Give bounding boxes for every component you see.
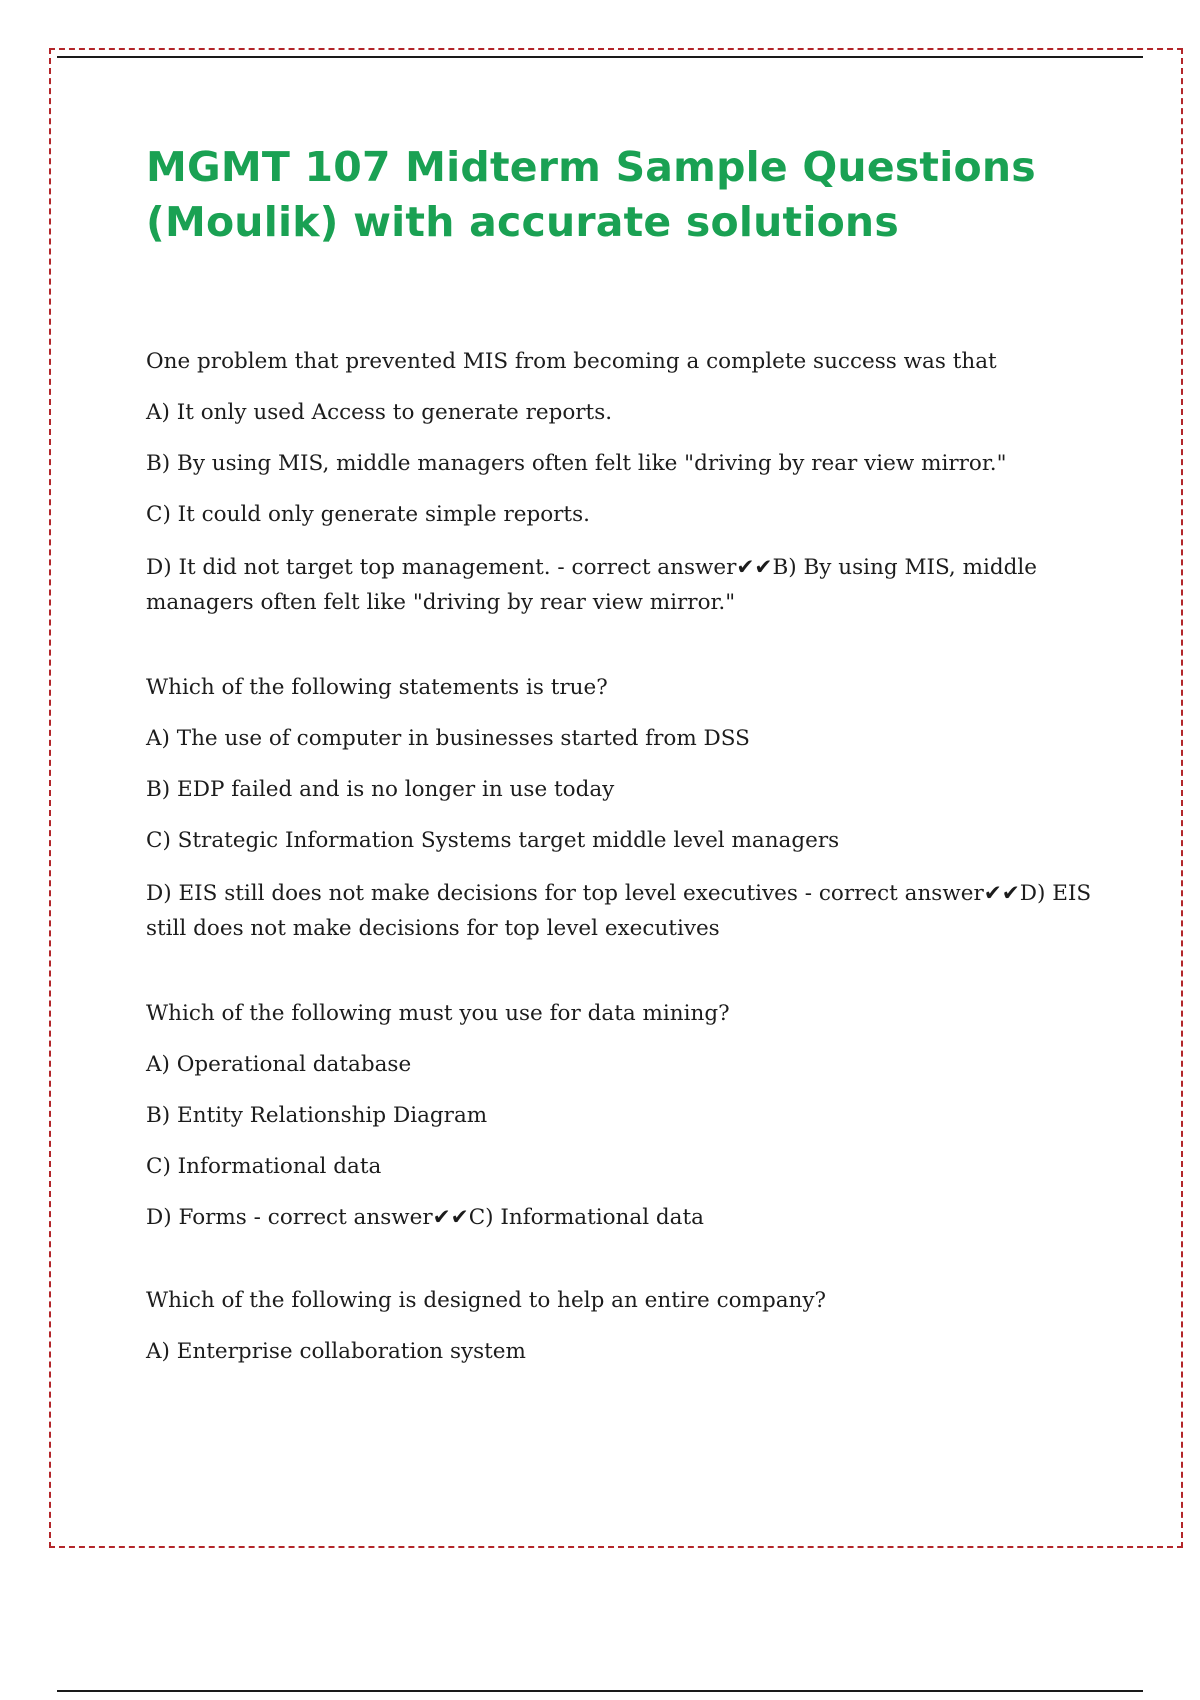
answer-option-b: B) Entity Relationship Diagram	[146, 1103, 488, 1128]
answer-option-d-with-solution: D) EIS still does not make decisions for top level executives - correct answer✔✔D) EIS still does not make decisions for top level executives	[146, 881, 1092, 941]
answer-option-c: C) It could only generate simple reports.	[146, 502, 590, 527]
header-rule	[57, 56, 1143, 58]
answer-option-d-with-solution: D) It did not target top management. - correct answer✔✔B) By using MIS, middle managers often felt like "driving by rear view mirror."	[146, 555, 1037, 615]
question-stem: Which of the following must you use for data mining?	[146, 1001, 730, 1026]
next-page-rule	[57, 1690, 1143, 1692]
answer-option-a: A) Enterprise collaboration system	[146, 1339, 526, 1364]
question-stem: One problem that prevented MIS from becoming a complete success was that	[146, 349, 997, 374]
answer-option-c: C) Informational data	[146, 1154, 382, 1179]
answer-option-b: B) EDP failed and is no longer in use today	[146, 777, 615, 802]
answer-option-a: A) It only used Access to generate reports.	[146, 400, 613, 425]
question-stem: Which of the following statements is true?	[146, 675, 608, 700]
answer-option-a: A) Operational database	[146, 1052, 412, 1077]
question-stem: Which of the following is designed to help an entire company?	[146, 1288, 827, 1313]
document-title: MGMT 107 Midterm Sample Questions (Moulik) with accurate solutions	[146, 143, 1036, 246]
question-block-3	[146, 998, 1096, 1233]
answer-option-d-with-solution: D) Forms - correct answer✔✔C) Informational data	[146, 1205, 704, 1230]
question-block-2	[146, 672, 1096, 946]
question-block-4	[146, 1285, 1096, 1367]
answer-option-a: A) The use of computer in businesses started from DSS	[146, 726, 750, 751]
question-list	[146, 346, 1096, 1419]
answer-option-c: C) Strategic Information Systems target middle level managers	[146, 828, 840, 853]
answer-option-b: B) By using MIS, middle managers often felt like "driving by rear view mirror."	[146, 451, 1007, 476]
question-block-1	[146, 346, 1096, 620]
